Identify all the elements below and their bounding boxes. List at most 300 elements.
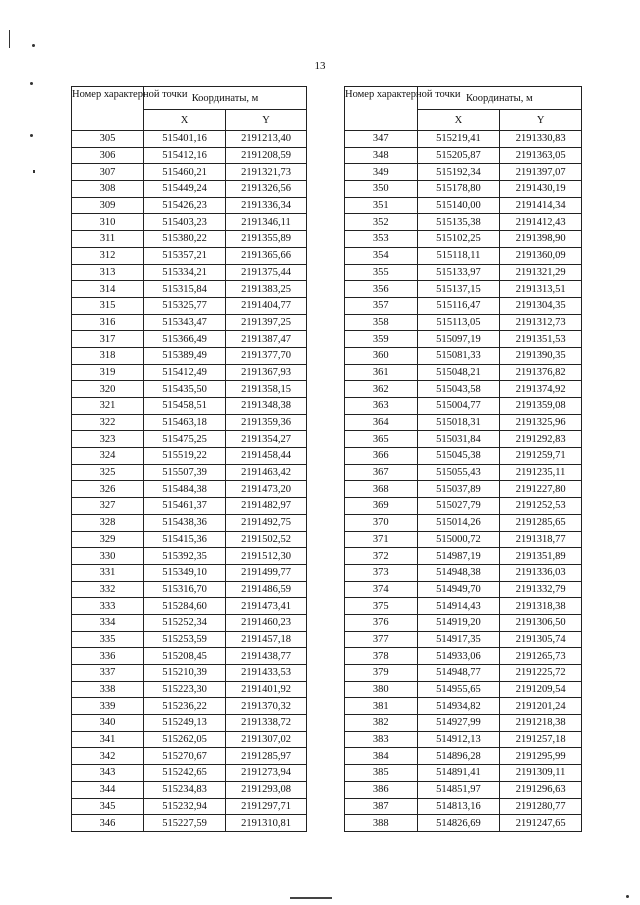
table-row — [72, 131, 307, 148]
table-row — [345, 765, 582, 782]
table-row — [72, 748, 307, 765]
point-number-cell: 327 — [72, 498, 144, 515]
y-coordinate-cell: 2191367,93 — [226, 364, 307, 381]
point-number-cell: 374 — [345, 581, 418, 598]
table-row — [72, 181, 307, 198]
point-number-cell: 332 — [72, 581, 144, 598]
y-coordinate-cell: 2191374,92 — [500, 381, 582, 398]
table-row — [345, 464, 582, 481]
x-coordinate-cell: 515366,49 — [144, 331, 226, 348]
point-number-cell: 349 — [345, 164, 418, 181]
table-row — [345, 748, 582, 765]
point-number-cell: 322 — [72, 414, 144, 431]
table-row — [345, 731, 582, 748]
y-coordinate-cell: 2191235,11 — [500, 464, 582, 481]
y-coordinate-cell: 2191273,94 — [226, 765, 307, 782]
x-coordinate-cell: 514948,38 — [417, 564, 500, 581]
point-number-cell: 344 — [72, 781, 144, 798]
x-coordinate-cell: 514933,06 — [417, 648, 500, 665]
table-row — [345, 564, 582, 581]
y-coordinate-cell: 2191325,96 — [500, 414, 582, 431]
x-coordinate-cell: 515334,21 — [144, 264, 226, 281]
point-number-cell: 348 — [345, 147, 418, 164]
table-row — [72, 548, 307, 565]
x-coordinate-cell: 515133,97 — [417, 264, 500, 281]
table-row — [72, 765, 307, 782]
point-number-cell: 319 — [72, 364, 144, 381]
table-row — [345, 715, 582, 732]
table-row — [345, 514, 582, 531]
y-coordinate-cell: 2191292,83 — [500, 431, 582, 448]
table-row — [345, 631, 582, 648]
x-coordinate-cell: 515463,18 — [144, 414, 226, 431]
x-coordinate-cell: 515380,22 — [144, 231, 226, 248]
table-row — [72, 481, 307, 498]
table-row — [72, 448, 307, 465]
y-coordinate-cell: 2191252,53 — [500, 498, 582, 515]
point-number-cell: 321 — [72, 398, 144, 415]
x-coordinate-cell: 514949,70 — [417, 581, 500, 598]
x-coordinate-cell: 515140,00 — [417, 197, 500, 214]
y-coordinate-cell: 2191346,11 — [226, 214, 307, 231]
point-number-cell: 359 — [345, 331, 418, 348]
table-row — [345, 197, 582, 214]
x-coordinate-cell: 515236,22 — [144, 698, 226, 715]
point-number-cell: 351 — [345, 197, 418, 214]
point-number-cell: 316 — [72, 314, 144, 331]
table-row — [72, 598, 307, 615]
table-row — [72, 464, 307, 481]
y-coordinate-cell: 2191297,71 — [226, 798, 307, 815]
table-row — [345, 247, 582, 264]
x-coordinate-cell: 515081,33 — [417, 347, 500, 364]
y-coordinate-cell: 2191433,53 — [226, 665, 307, 682]
x-coordinate-cell: 515223,30 — [144, 681, 226, 698]
x-coordinate-cell: 515253,59 — [144, 631, 226, 648]
x-coordinate-cell: 515208,45 — [144, 648, 226, 665]
y-coordinate-cell: 2191390,35 — [500, 347, 582, 364]
coordinates-header: Координаты, м — [417, 87, 581, 110]
point-number-cell: 357 — [345, 297, 418, 314]
y-coordinate-cell: 2191321,29 — [500, 264, 582, 281]
y-coordinate-cell: 2191463,42 — [226, 464, 307, 481]
table-row — [72, 414, 307, 431]
point-number-cell: 328 — [72, 514, 144, 531]
x-coordinate-cell: 514919,20 — [417, 614, 500, 631]
x-coordinate-cell: 515458,51 — [144, 398, 226, 415]
table-row — [72, 731, 307, 748]
x-coordinate-cell: 515027,79 — [417, 498, 500, 515]
table-row — [72, 514, 307, 531]
table-row — [345, 147, 582, 164]
y-coordinate-cell: 2191293,08 — [226, 781, 307, 798]
y-coordinate-cell: 2191412,43 — [500, 214, 582, 231]
x-coordinate-cell: 515116,47 — [417, 297, 500, 314]
point-number-cell: 358 — [345, 314, 418, 331]
point-number-cell: 372 — [345, 548, 418, 565]
x-coordinate-cell: 515438,36 — [144, 514, 226, 531]
x-coordinate-cell: 515507,39 — [144, 464, 226, 481]
y-coordinate-cell: 2191365,66 — [226, 247, 307, 264]
point-number-cell: 337 — [72, 665, 144, 682]
table-row — [72, 665, 307, 682]
x-coordinate-cell: 515349,10 — [144, 564, 226, 581]
table-row — [345, 798, 582, 815]
table-body — [72, 131, 307, 832]
point-number-cell: 310 — [72, 214, 144, 231]
point-number-cell: 375 — [345, 598, 418, 615]
y-coordinate-cell: 2191296,63 — [500, 781, 582, 798]
point-number-cell: 318 — [72, 347, 144, 364]
x-coordinate-cell: 515118,11 — [417, 247, 500, 264]
table-row — [345, 781, 582, 798]
y-coordinate-cell: 2191404,77 — [226, 297, 307, 314]
point-number-cell: 324 — [72, 448, 144, 465]
point-number-cell: 309 — [72, 197, 144, 214]
point-number-cell: 315 — [72, 297, 144, 314]
y-coordinate-cell: 2191502,52 — [226, 531, 307, 548]
x-coordinate-cell: 515137,15 — [417, 281, 500, 298]
y-coordinate-cell: 2191458,44 — [226, 448, 307, 465]
coordinates-header: Координаты, м — [144, 87, 307, 110]
y-coordinate-cell: 2191338,72 — [226, 715, 307, 732]
x-coordinate-cell: 515325,77 — [144, 297, 226, 314]
table-row — [72, 815, 307, 832]
point-number-cell: 362 — [345, 381, 418, 398]
x-coordinate-cell: 514851,97 — [417, 781, 500, 798]
point-number-cell: 311 — [72, 231, 144, 248]
table-row — [345, 448, 582, 465]
table-row — [345, 414, 582, 431]
point-number-cell: 306 — [72, 147, 144, 164]
point-number-cell: 378 — [345, 648, 418, 665]
y-coordinate-cell: 2191376,82 — [500, 364, 582, 381]
x-coordinate-cell: 515412,16 — [144, 147, 226, 164]
x-coordinate-cell: 515316,70 — [144, 581, 226, 598]
y-coordinate-cell: 2191387,47 — [226, 331, 307, 348]
x-coordinate-cell: 515045,38 — [417, 448, 500, 465]
x-coordinate-cell: 515343,47 — [144, 314, 226, 331]
x-header: X — [144, 110, 226, 131]
table-row — [72, 431, 307, 448]
y-coordinate-cell: 2191370,32 — [226, 698, 307, 715]
x-coordinate-cell: 515004,77 — [417, 398, 500, 415]
point-number-cell: 323 — [72, 431, 144, 448]
y-coordinate-cell: 2191355,89 — [226, 231, 307, 248]
y-coordinate-cell: 2191280,77 — [500, 798, 582, 815]
x-coordinate-cell: 515219,41 — [417, 131, 500, 148]
point-number-cell: 336 — [72, 648, 144, 665]
point-number-cell: 382 — [345, 715, 418, 732]
x-coordinate-cell: 515102,25 — [417, 231, 500, 248]
point-number-cell: 383 — [345, 731, 418, 748]
point-number-cell: 365 — [345, 431, 418, 448]
table-row — [72, 381, 307, 398]
table-row — [345, 364, 582, 381]
y-coordinate-cell: 2191213,40 — [226, 131, 307, 148]
y-coordinate-cell: 2191482,97 — [226, 498, 307, 515]
point-number-cell: 360 — [345, 347, 418, 364]
table-row — [345, 815, 582, 832]
point-number-cell: 387 — [345, 798, 418, 815]
point-number-cell: 364 — [345, 414, 418, 431]
point-number-header: Номер характерной точки — [345, 87, 418, 131]
y-coordinate-cell: 2191313,51 — [500, 281, 582, 298]
point-number-cell: 333 — [72, 598, 144, 615]
table-row — [345, 681, 582, 698]
table-row — [72, 231, 307, 248]
y-coordinate-cell: 2191492,75 — [226, 514, 307, 531]
point-number-cell: 386 — [345, 781, 418, 798]
y-coordinate-cell: 2191354,27 — [226, 431, 307, 448]
table-row — [72, 564, 307, 581]
point-number-cell: 353 — [345, 231, 418, 248]
point-number-cell: 313 — [72, 264, 144, 281]
table-row — [345, 347, 582, 364]
y-coordinate-cell: 2191285,65 — [500, 514, 582, 531]
x-coordinate-cell: 515232,94 — [144, 798, 226, 815]
table-row — [345, 314, 582, 331]
table-row — [345, 131, 582, 148]
margin-mark — [32, 44, 35, 47]
x-coordinate-cell: 514813,16 — [417, 798, 500, 815]
table-row — [72, 631, 307, 648]
y-coordinate-cell: 2191259,71 — [500, 448, 582, 465]
y-coordinate-cell: 2191321,73 — [226, 164, 307, 181]
point-number-cell: 341 — [72, 731, 144, 748]
x-coordinate-cell: 514826,69 — [417, 815, 500, 832]
y-coordinate-cell: 2191460,23 — [226, 614, 307, 631]
y-coordinate-cell: 2191348,38 — [226, 398, 307, 415]
table-row — [72, 648, 307, 665]
x-coordinate-cell: 514987,19 — [417, 548, 500, 565]
x-coordinate-cell: 514896,28 — [417, 748, 500, 765]
y-coordinate-cell: 2191305,74 — [500, 631, 582, 648]
point-number-cell: 340 — [72, 715, 144, 732]
y-coordinate-cell: 2191227,80 — [500, 481, 582, 498]
point-number-cell: 379 — [345, 665, 418, 682]
table-row — [72, 147, 307, 164]
table-row — [345, 181, 582, 198]
table-row — [72, 214, 307, 231]
y-coordinate-cell: 2191201,24 — [500, 698, 582, 715]
y-coordinate-cell: 2191397,25 — [226, 314, 307, 331]
y-coordinate-cell: 2191309,11 — [500, 765, 582, 782]
y-coordinate-cell: 2191457,18 — [226, 631, 307, 648]
table-row — [72, 314, 307, 331]
point-number-cell: 371 — [345, 531, 418, 548]
margin-mark — [30, 134, 33, 137]
x-coordinate-cell: 515392,35 — [144, 548, 226, 565]
y-coordinate-cell: 2191398,90 — [500, 231, 582, 248]
x-coordinate-cell: 514934,82 — [417, 698, 500, 715]
x-coordinate-cell: 515178,80 — [417, 181, 500, 198]
y-coordinate-cell: 2191473,20 — [226, 481, 307, 498]
x-coordinate-cell: 515192,34 — [417, 164, 500, 181]
x-coordinate-cell: 514917,35 — [417, 631, 500, 648]
y-coordinate-cell: 2191225,72 — [500, 665, 582, 682]
point-number-cell: 363 — [345, 398, 418, 415]
y-coordinate-cell: 2191318,77 — [500, 531, 582, 548]
x-coordinate-cell: 515234,83 — [144, 781, 226, 798]
point-number-cell: 352 — [345, 214, 418, 231]
y-coordinate-cell: 2191307,02 — [226, 731, 307, 748]
table-row — [345, 281, 582, 298]
x-coordinate-cell: 515048,21 — [417, 364, 500, 381]
y-coordinate-cell: 2191351,53 — [500, 331, 582, 348]
y-coordinate-cell: 2191359,08 — [500, 398, 582, 415]
point-number-cell: 376 — [345, 614, 418, 631]
table-row — [345, 398, 582, 415]
point-number-cell: 325 — [72, 464, 144, 481]
x-coordinate-cell: 515415,36 — [144, 531, 226, 548]
point-number-cell: 312 — [72, 247, 144, 264]
table-row — [345, 331, 582, 348]
point-number-cell: 347 — [345, 131, 418, 148]
table-row — [72, 347, 307, 364]
y-coordinate-cell: 2191383,25 — [226, 281, 307, 298]
y-coordinate-cell: 2191310,81 — [226, 815, 307, 832]
point-number-cell: 388 — [345, 815, 418, 832]
point-number-cell: 370 — [345, 514, 418, 531]
margin-mark — [30, 82, 33, 85]
x-coordinate-cell: 515113,05 — [417, 314, 500, 331]
x-coordinate-cell: 515412,49 — [144, 364, 226, 381]
point-number-cell: 307 — [72, 164, 144, 181]
point-number-cell: 346 — [72, 815, 144, 832]
y-coordinate-cell: 2191332,79 — [500, 581, 582, 598]
x-coordinate-cell: 515315,84 — [144, 281, 226, 298]
x-coordinate-cell: 515031,84 — [417, 431, 500, 448]
table-row — [345, 231, 582, 248]
point-number-cell: 368 — [345, 481, 418, 498]
table-row — [72, 247, 307, 264]
y-coordinate-cell: 2191414,34 — [500, 197, 582, 214]
x-coordinate-cell: 515461,37 — [144, 498, 226, 515]
point-number-cell: 367 — [345, 464, 418, 481]
point-number-cell: 377 — [345, 631, 418, 648]
y-coordinate-cell: 2191209,54 — [500, 681, 582, 698]
point-number-cell: 326 — [72, 481, 144, 498]
y-coordinate-cell: 2191257,18 — [500, 731, 582, 748]
point-number-cell: 385 — [345, 765, 418, 782]
point-number-cell: 366 — [345, 448, 418, 465]
y-coordinate-cell: 2191358,15 — [226, 381, 307, 398]
y-coordinate-cell: 2191336,34 — [226, 197, 307, 214]
table-row — [345, 498, 582, 515]
page-number: 13 — [314, 60, 326, 72]
point-number-cell: 373 — [345, 564, 418, 581]
table-row — [72, 331, 307, 348]
point-number-cell: 329 — [72, 531, 144, 548]
table-row — [345, 381, 582, 398]
x-coordinate-cell: 514927,99 — [417, 715, 500, 732]
point-number-cell: 384 — [345, 748, 418, 765]
y-coordinate-cell: 2191326,56 — [226, 181, 307, 198]
table-row — [72, 715, 307, 732]
table-row — [345, 548, 582, 565]
table-row — [72, 498, 307, 515]
table-row — [72, 798, 307, 815]
point-number-cell: 314 — [72, 281, 144, 298]
x-coordinate-cell: 515037,89 — [417, 481, 500, 498]
table-row — [345, 264, 582, 281]
bottom-rule — [290, 897, 332, 899]
table-row — [72, 581, 307, 598]
point-number-cell: 334 — [72, 614, 144, 631]
y-coordinate-cell: 2191397,07 — [500, 164, 582, 181]
point-number-cell: 381 — [345, 698, 418, 715]
point-number-cell: 317 — [72, 331, 144, 348]
point-number-cell: 355 — [345, 264, 418, 281]
y-coordinate-cell: 2191473,41 — [226, 598, 307, 615]
x-coordinate-cell: 515449,24 — [144, 181, 226, 198]
x-coordinate-cell: 515210,39 — [144, 665, 226, 682]
x-coordinate-cell: 515403,23 — [144, 214, 226, 231]
x-coordinate-cell: 515135,38 — [417, 214, 500, 231]
x-coordinate-cell: 515270,67 — [144, 748, 226, 765]
x-coordinate-cell: 515435,50 — [144, 381, 226, 398]
x-coordinate-cell: 515249,13 — [144, 715, 226, 732]
table-row — [345, 164, 582, 181]
y-coordinate-cell: 2191218,38 — [500, 715, 582, 732]
x-coordinate-cell: 515018,31 — [417, 414, 500, 431]
table-body — [345, 131, 582, 832]
x-coordinate-cell: 514912,13 — [417, 731, 500, 748]
point-number-cell: 361 — [345, 364, 418, 381]
point-number-cell: 308 — [72, 181, 144, 198]
y-coordinate-cell: 2191401,92 — [226, 681, 307, 698]
table-row — [72, 297, 307, 314]
x-coordinate-cell: 515426,23 — [144, 197, 226, 214]
y-coordinate-cell: 2191247,65 — [500, 815, 582, 832]
table-row — [72, 398, 307, 415]
x-coordinate-cell: 515401,16 — [144, 131, 226, 148]
point-number-cell: 335 — [72, 631, 144, 648]
table-row — [345, 698, 582, 715]
x-coordinate-cell: 515519,22 — [144, 448, 226, 465]
table-row — [72, 698, 307, 715]
x-coordinate-cell: 515205,87 — [417, 147, 500, 164]
x-coordinate-cell: 514955,65 — [417, 681, 500, 698]
table-row — [72, 197, 307, 214]
table-row — [345, 665, 582, 682]
x-coordinate-cell: 515097,19 — [417, 331, 500, 348]
point-number-cell: 369 — [345, 498, 418, 515]
point-number-cell: 345 — [72, 798, 144, 815]
point-number-cell: 338 — [72, 681, 144, 698]
table-row — [345, 648, 582, 665]
y-coordinate-cell: 2191430,19 — [500, 181, 582, 198]
y-coordinate-cell: 2191265,73 — [500, 648, 582, 665]
y-coordinate-cell: 2191359,36 — [226, 414, 307, 431]
point-number-cell: 331 — [72, 564, 144, 581]
y-coordinate-cell: 2191360,09 — [500, 247, 582, 264]
table-row — [345, 598, 582, 615]
y-coordinate-cell: 2191318,38 — [500, 598, 582, 615]
y-coordinate-cell: 2191295,99 — [500, 748, 582, 765]
table-row — [345, 297, 582, 314]
x-coordinate-cell: 515055,43 — [417, 464, 500, 481]
x-coordinate-cell: 514891,41 — [417, 765, 500, 782]
y-coordinate-cell: 2191363,05 — [500, 147, 582, 164]
x-coordinate-cell: 515242,65 — [144, 765, 226, 782]
table-row — [345, 531, 582, 548]
point-number-cell: 320 — [72, 381, 144, 398]
x-coordinate-cell: 515460,21 — [144, 164, 226, 181]
table-row — [345, 481, 582, 498]
x-coordinate-cell: 515252,34 — [144, 614, 226, 631]
